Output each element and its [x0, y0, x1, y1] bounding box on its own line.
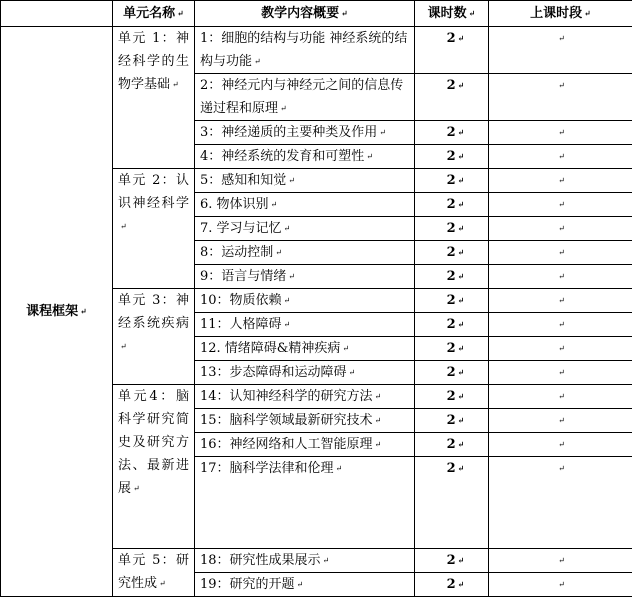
period-cell: ↵ — [489, 265, 632, 289]
content-cell: 6. 物体识别 ↵ — [195, 193, 415, 217]
content-cell: 3：神经递质的主要种类及作用 ↵ — [195, 121, 415, 145]
hours-cell: 2 ↵ — [415, 289, 489, 313]
unit-name-cell: 单元4：脑科学研究简史及研究方法、最新进展 ↵ — [113, 385, 195, 549]
period-cell: ↵ — [489, 337, 632, 361]
period-cell: ↵ — [489, 361, 632, 385]
content-cell: 17：脑科学法律和伦理 ↵ — [195, 457, 415, 549]
content-cell: 7. 学习与记忆 ↵ — [195, 217, 415, 241]
content-cell: 11：人格障碍 ↵ — [195, 313, 415, 337]
unit-name-cell: 单元 1：神经科学的生物学基础 ↵ — [113, 27, 195, 169]
content-cell: 19：研究的开题 ↵ — [195, 573, 415, 597]
content-cell: 8：运动控制 ↵ — [195, 241, 415, 265]
period-cell: ↵ — [489, 27, 632, 74]
content-cell: 10：物质依赖 ↵ — [195, 289, 415, 313]
period-cell: ↵ — [489, 409, 632, 433]
content-cell: 1：细胞的结构与功能 神经系统的结构与功能 ↵ — [195, 27, 415, 74]
hours-cell: 2 ↵ — [415, 573, 489, 597]
hours-cell: 2 ↵ — [415, 169, 489, 193]
period-cell: ↵ — [489, 145, 632, 169]
content-cell: 12. 情绪障碍&精神疾病 ↵ — [195, 337, 415, 361]
content-cell: 18：研究性成果展示 ↵ — [195, 549, 415, 573]
hours-cell: 2 ↵ — [415, 145, 489, 169]
period-cell: ↵ — [489, 74, 632, 121]
period-cell: ↵ — [489, 385, 632, 409]
hours-cell: 2 ↵ — [415, 457, 489, 549]
hours-cell: 2 ↵ — [415, 217, 489, 241]
hours-cell: 2 ↵ — [415, 433, 489, 457]
section-label: 课程框架 ↵ — [1, 27, 113, 597]
hours-cell: 2 ↵ — [415, 27, 489, 74]
content-cell: 2：神经元内与神经元之间的信息传递过程和原理 ↵ — [195, 74, 415, 121]
period-cell: ↵ — [489, 457, 632, 549]
hours-cell: 2 ↵ — [415, 313, 489, 337]
period-cell: ↵ — [489, 121, 632, 145]
period-cell: ↵ — [489, 549, 632, 573]
table-row — [1, 27, 632, 74]
period-cell: ↵ — [489, 313, 632, 337]
hours-cell: 2 ↵ — [415, 337, 489, 361]
header-row — [1, 1, 632, 27]
header-unit-name: 单元名称 ↵ — [113, 1, 195, 27]
header-hours: 课时数 ↵ — [415, 1, 489, 27]
period-cell: ↵ — [489, 193, 632, 217]
header-period: 上课时段 ↵ — [489, 1, 632, 27]
period-cell: ↵ — [489, 289, 632, 313]
content-cell: 14：认知神经科学的研究方法 ↵ — [195, 385, 415, 409]
period-cell: ↵ — [489, 169, 632, 193]
content-cell: 16：神经网络和人工智能原理 ↵ — [195, 433, 415, 457]
hours-cell: 2 ↵ — [415, 74, 489, 121]
period-cell: ↵ — [489, 217, 632, 241]
unit-name-cell: 单元 2：认识神经科学↵ — [113, 169, 195, 289]
hours-cell: 2 ↵ — [415, 409, 489, 433]
period-cell: ↵ — [489, 573, 632, 597]
header-content: 教学内容概要 ↵ — [195, 1, 415, 27]
hours-cell: 2 ↵ — [415, 121, 489, 145]
hours-cell: 2 ↵ — [415, 241, 489, 265]
content-cell: 15：脑科学领域最新研究技术 ↵ — [195, 409, 415, 433]
period-cell: ↵ — [489, 241, 632, 265]
unit-name-cell: 单元 3：神经系统疾病↵ — [113, 289, 195, 385]
content-cell: 5：感知和知觉 ↵ — [195, 169, 415, 193]
content-cell: 9：语言与情绪 ↵ — [195, 265, 415, 289]
header-empty — [1, 1, 113, 27]
unit-name-cell: 单元 5：研究性成 ↵ — [113, 549, 195, 597]
content-cell: 13：步态障碍和运动障碍 ↵ — [195, 361, 415, 385]
hours-cell: 2 ↵ — [415, 385, 489, 409]
hours-cell: 2 ↵ — [415, 361, 489, 385]
hours-cell: 2 ↵ — [415, 549, 489, 573]
period-cell: ↵ — [489, 433, 632, 457]
content-cell: 4：神经系统的发育和可塑性 ↵ — [195, 145, 415, 169]
hours-cell: 2 ↵ — [415, 193, 489, 217]
hours-cell: 2 ↵ — [415, 265, 489, 289]
